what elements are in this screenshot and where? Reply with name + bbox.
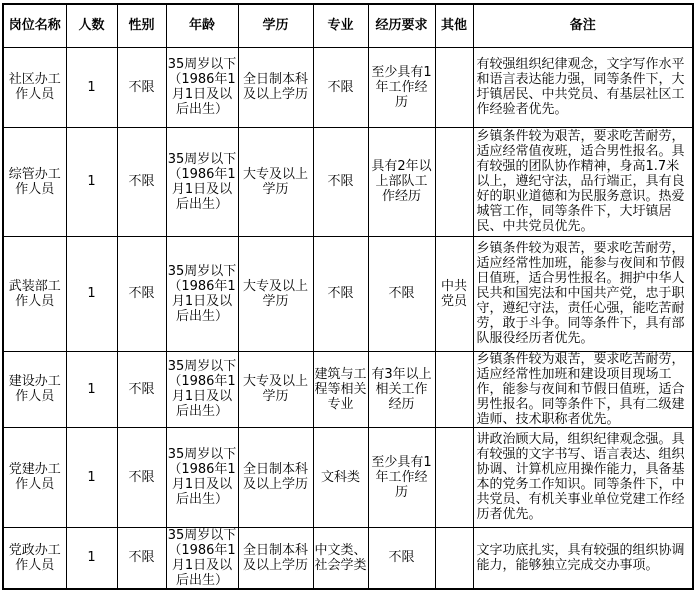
cell-other: [435, 527, 473, 589]
table-row: [3, 351, 693, 427]
cell-count: 1: [66, 527, 117, 589]
header-notes: 备注: [473, 4, 693, 47]
cell-notes: 乡镇条件较为艰苦，要求吃苦耐劳，适应经常性加班，能参与夜间和节假日值班，适合男性报名。拥护中华人民共和国宪法和中国共产党，忠于职守，遵纪守法，责任心强，能吃苦耐劳，敢于斗争。同等条件下，具有部队服役经历者优先。: [473, 236, 693, 351]
cell-count: 1: [66, 47, 117, 127]
cell-experience: 不限: [368, 527, 435, 589]
cell-major: 不限: [313, 127, 368, 236]
cell-position: 社区办工作人员: [3, 47, 66, 127]
cell-major: 中文类、社会学类: [313, 527, 368, 589]
cell-gender: 不限: [117, 351, 166, 427]
cell-count: 1: [66, 127, 117, 236]
header-gender: 性别: [117, 4, 166, 47]
cell-major: 建筑与工程等相关专业: [313, 351, 368, 427]
cell-age: 35周岁以下（1986年1月1日及以后出生）: [166, 47, 238, 127]
cell-count: 1: [66, 236, 117, 351]
cell-education: 大专及以上学历: [238, 236, 313, 351]
header-experience: 经历要求: [368, 4, 435, 47]
cell-education: 大专及以上学历: [238, 351, 313, 427]
cell-education: 全日制本科及以上学历: [238, 527, 313, 589]
header-count: 人数: [66, 4, 117, 47]
cell-other: [435, 47, 473, 127]
cell-experience: 不限: [368, 236, 435, 351]
header-other: 其他: [435, 4, 473, 47]
header-age: 年龄: [166, 4, 238, 47]
cell-experience: 有3年以上相关工作经历: [368, 351, 435, 427]
cell-gender: 不限: [117, 127, 166, 236]
cell-major: 不限: [313, 236, 368, 351]
cell-gender: 不限: [117, 427, 166, 527]
cell-other: [435, 127, 473, 236]
cell-education: 大专及以上学历: [238, 127, 313, 236]
cell-major: 文科类: [313, 427, 368, 527]
cell-notes: 有较强组织纪律观念，文字写作水平和语言表达能力强，同等条件下，大圩镇居民、中共党员、有基层社区工作经验者优先。: [473, 47, 693, 127]
cell-age: 35周岁以下（1986年1月1日及以后出生）: [166, 427, 238, 527]
cell-other: 中共党员: [435, 236, 473, 351]
cell-position: 党建办工作人员: [3, 427, 66, 527]
cell-gender: 不限: [117, 236, 166, 351]
cell-position: 建设办工作人员: [3, 351, 66, 427]
table-row: [3, 527, 693, 589]
table-row: [3, 427, 693, 527]
header-education: 学历: [238, 4, 313, 47]
cell-position: 武装部工作人员: [3, 236, 66, 351]
cell-position: 党政办工作人员: [3, 527, 66, 589]
cell-other: [435, 427, 473, 527]
cell-gender: 不限: [117, 47, 166, 127]
header-row: [3, 4, 693, 47]
cell-notes: 乡镇条件较为艰苦，要求吃苦耐劳，适应经常值夜班，适合男性报名。具有较强的团队协作精神，身高1.7米以上，遵纪守法，品行端正，具有良好的职业道德和为民服务意识。热爱城管工作，同等条件下，大圩镇居民、中共党员优先。: [473, 127, 693, 236]
cell-education: 全日制本科及以上学历: [238, 427, 313, 527]
cell-major: 不限: [313, 47, 368, 127]
cell-age: 35周岁以下（1986年1月1日及以后出生）: [166, 351, 238, 427]
table-row: [3, 47, 693, 127]
recruitment-table: [2, 3, 694, 590]
header-major: 专业: [313, 4, 368, 47]
table-row: [3, 127, 693, 236]
cell-count: 1: [66, 427, 117, 527]
cell-age: 35周岁以下（1986年1月1日及以后出生）: [167, 527, 237, 588]
cell-notes: 讲政治顾大局，组织纪律观念强。具有较强的文字书写、语言表达、组织协调、计算机应用操作能力，具备基本的党务工作知识。同等条件下，中共党员、有机关事业单位党建工作经历者优先。: [473, 427, 693, 527]
cell-notes: 文字功底扎实，具有较强的组织协调能力，能够独立完成交办事项。: [473, 527, 693, 589]
cell-age: 35周岁以下（1986年1月1日及以后出生）: [166, 236, 238, 351]
cell-age: 35周岁以下（1986年1月1日及以后出生）: [166, 127, 238, 236]
header-position: 岗位名称: [3, 4, 66, 47]
table-row: [3, 236, 693, 351]
cell-experience: 具有2年以上部队工作经历: [368, 127, 435, 236]
cell-education: 全日制本科及以上学历: [238, 47, 313, 127]
cell-gender: 不限: [117, 527, 166, 589]
cell-other: [435, 351, 473, 427]
cell-experience: 至少具有1年工作经历: [368, 427, 435, 527]
cell-experience: 至少具有1年工作经历: [368, 47, 435, 127]
cell-position: 综管办工作人员: [3, 127, 66, 236]
cell-notes: 乡镇条件较为艰苦，要求吃苦耐劳，适应经常性加班和建设项目现场工作，能参与夜间和节假日值班，适合男性报名。同等条件下，具有二级建造师、技术职称者优先。: [473, 351, 693, 427]
cell-count: 1: [66, 351, 117, 427]
